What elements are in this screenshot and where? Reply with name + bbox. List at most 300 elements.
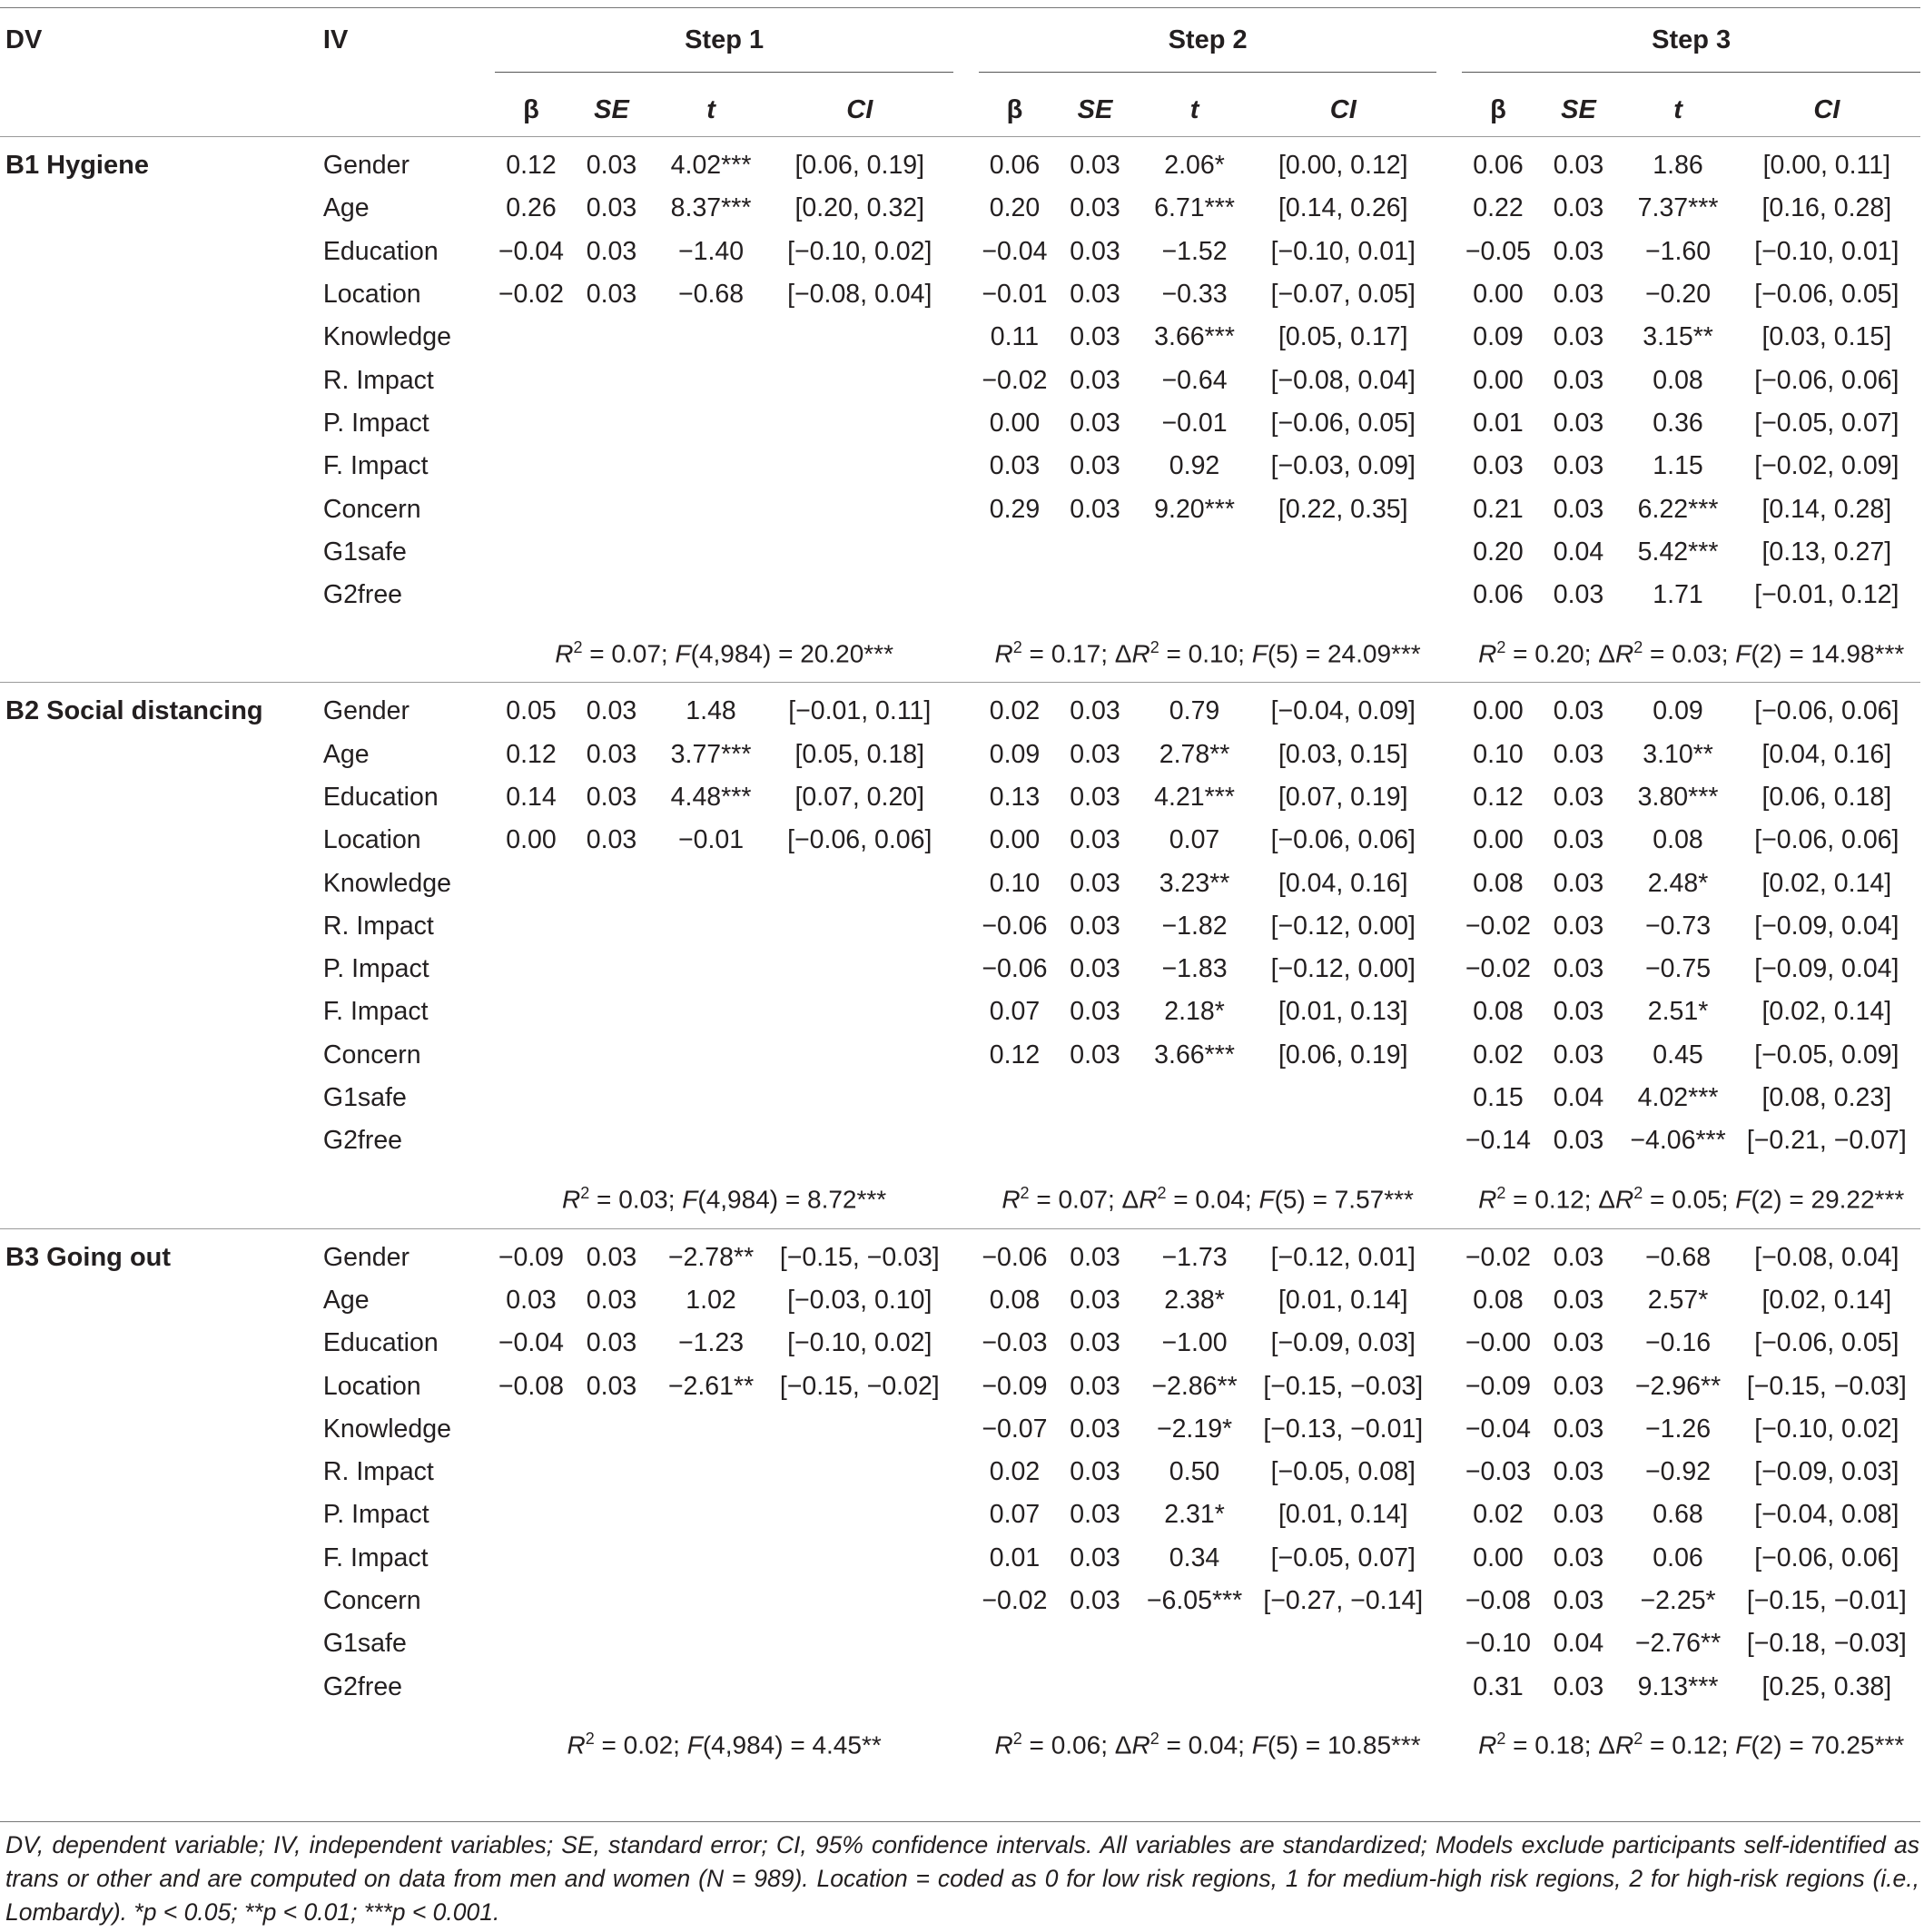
step2-se-cell: 0.03 (1070, 911, 1120, 941)
step1-t-cell: −2.61** (667, 1371, 755, 1401)
table-row (0, 1537, 1920, 1580)
iv-label: P. Impact (322, 1500, 429, 1530)
step2-ci-cell: [0.05, 0.17] (1278, 322, 1408, 352)
step2-se-cell (1051, 531, 1140, 574)
step2-se-cell: 0.03 (1070, 1500, 1120, 1530)
header-ci: CI (1813, 94, 1840, 124)
step2-se-cell: 0.03 (1070, 1543, 1120, 1572)
step1-ci-cell (766, 1451, 953, 1493)
regression-table (0, 7, 1920, 1774)
step2-beta-cell: 0.01 (989, 1543, 1041, 1572)
step1-se-cell (567, 1119, 656, 1162)
step2-beta-cell (979, 1666, 1051, 1709)
step3-ci-cell: [−0.06, 0.06] (1754, 1543, 1899, 1572)
step1-ci-cell (766, 1077, 953, 1119)
step1-ci-cell (766, 359, 953, 401)
step1-se-cell (567, 1537, 656, 1580)
table-row (0, 948, 1920, 991)
step2-se-cell: 0.03 (1070, 825, 1120, 855)
step3-t-cell: 0.08 (1653, 365, 1703, 395)
step2-se-cell: 0.03 (1070, 236, 1120, 266)
table-footnote: DV, dependent variable; IV, independent variables; SE, standard error; CI, 95% confidence intervals. All variables are standardized; Models exclude participants self-identified as trans or other and are computed on data from men and women (N = 989). Location = coded as 0 for low risk regions, 1 for medium-high risk regions, 2 for high-risk regions (i.e., Lombardy). *p < 0.05; **p < 0.01; ***p < 0.001. (5, 1831, 1919, 1926)
step1-ci-cell: [−0.15, −0.02] (779, 1371, 940, 1401)
step2-beta-cell: 0.07 (989, 1500, 1041, 1530)
iv-label: R. Impact (322, 911, 434, 941)
step1-se-cell (567, 531, 656, 574)
step2-beta-cell: 0.12 (989, 1040, 1041, 1070)
step2-beta-cell: −0.06 (982, 954, 1048, 984)
iv-label: Knowledge (322, 868, 451, 898)
step2-ci-cell (1249, 1119, 1436, 1162)
step1-ci-cell (766, 1119, 953, 1162)
step1-ci-cell (766, 948, 953, 991)
step2-t-cell: −1.52 (1161, 236, 1228, 266)
step3-se-cell: 0.03 (1553, 696, 1604, 726)
step2-t-cell: −0.01 (1161, 408, 1228, 438)
step3-t-cell: 0.45 (1653, 1040, 1703, 1070)
step3-se-cell: 0.03 (1553, 193, 1604, 223)
step1-t-cell: −1.40 (677, 236, 745, 266)
step1-ci-cell (766, 1622, 953, 1665)
step1-se-cell: 0.03 (586, 696, 637, 726)
step3-se-cell: 0.03 (1553, 1500, 1604, 1530)
step1-t-cell: −0.68 (677, 280, 745, 310)
step2-beta-cell: 0.02 (989, 696, 1041, 726)
step3-ci-cell: [−0.10, 0.02] (1754, 1414, 1899, 1444)
step3-t-cell: −0.73 (1644, 911, 1712, 941)
step2-se-cell: 0.03 (1070, 280, 1120, 310)
step3-ci-cell: [0.16, 0.28] (1761, 193, 1892, 223)
step2-ci-cell: [−0.08, 0.04] (1270, 365, 1416, 395)
step2-ci-cell: [−0.15, −0.03] (1263, 1371, 1424, 1401)
step2-se-cell: 0.03 (1070, 1371, 1120, 1401)
step1-beta-cell: −0.04 (498, 236, 565, 266)
step1-t-cell (656, 445, 765, 488)
step1-beta-cell: 0.05 (506, 696, 557, 726)
step1-ci-cell (766, 862, 953, 904)
step1-se-cell (567, 1077, 656, 1119)
step2-beta-cell (979, 1077, 1051, 1119)
table-row (0, 445, 1920, 488)
step1-t-cell: 8.37*** (670, 193, 752, 223)
step1-beta-cell (495, 948, 567, 991)
step3-ci-cell: [0.04, 0.16] (1761, 739, 1892, 769)
step3-ci-cell: [0.06, 0.18] (1761, 783, 1892, 812)
step3-beta-cell: 0.06 (1473, 151, 1524, 181)
step3-t-cell: −0.92 (1644, 1457, 1712, 1487)
step3-ci-cell: [−0.06, 0.06] (1754, 365, 1899, 395)
step3-se-cell: 0.03 (1553, 825, 1604, 855)
step3-se-cell: 0.03 (1553, 494, 1604, 524)
step2-ci-cell: [0.01, 0.13] (1278, 997, 1408, 1027)
step1-t-cell: −0.01 (677, 825, 745, 855)
step2-beta-cell: −0.02 (982, 1586, 1048, 1616)
iv-label: Education (322, 236, 439, 266)
header-beta: β (523, 94, 539, 124)
step3-t-cell: −0.75 (1644, 954, 1712, 984)
step3-t-cell: 7.37*** (1637, 193, 1719, 223)
dv-label: B3 Going out (5, 1242, 172, 1272)
step3-t-cell: 3.10** (1643, 739, 1713, 769)
step2-ci-cell (1249, 1666, 1436, 1709)
step1-beta-cell (495, 1622, 567, 1665)
step1-t-cell (656, 1537, 765, 1580)
step3-beta-cell: −0.08 (1465, 1586, 1532, 1616)
step3-beta-cell: 0.03 (1473, 451, 1524, 481)
step2-se-cell: 0.03 (1070, 696, 1120, 726)
step1-t-cell (656, 862, 765, 904)
step1-ci-cell: [−0.15, −0.03] (779, 1242, 940, 1272)
table-row (0, 991, 1920, 1033)
step2-se-cell: 0.03 (1070, 365, 1120, 395)
step3-beta-cell: 0.12 (1473, 783, 1524, 812)
step2-beta-cell: 0.00 (989, 825, 1041, 855)
step1-beta-cell (495, 1119, 567, 1162)
step1-ci-cell: [−0.01, 0.11] (788, 696, 932, 726)
step3-ci-cell: [0.02, 0.14] (1761, 1285, 1892, 1315)
step3-beta-cell: −0.00 (1465, 1328, 1532, 1358)
step2-t-cell: 0.79 (1169, 696, 1220, 726)
step3-ci-cell: [−0.02, 0.09] (1754, 451, 1899, 481)
step1-se-cell: 0.03 (586, 280, 637, 310)
step3-t-cell: 3.15** (1643, 322, 1713, 352)
step1-t-cell (656, 488, 765, 530)
iv-label: Gender (322, 696, 409, 726)
iv-label: Concern (322, 1040, 421, 1070)
step3-beta-cell: −0.09 (1465, 1371, 1532, 1401)
step1-beta-cell (495, 316, 567, 359)
table-row (0, 776, 1920, 819)
step2-ci-cell (1249, 1077, 1436, 1119)
step2-t-cell: 0.50 (1169, 1457, 1220, 1487)
header-ci: CI (1329, 94, 1357, 124)
step1-beta-cell: 0.12 (506, 151, 557, 181)
step1-beta-cell (495, 1034, 567, 1077)
step3-se-cell: 0.03 (1553, 739, 1604, 769)
step2-beta-cell (979, 574, 1051, 616)
step1-beta-cell: −0.02 (498, 280, 565, 310)
step2-ci-cell: [−0.06, 0.06] (1270, 825, 1416, 855)
step3-beta-cell: 0.31 (1473, 1671, 1524, 1701)
step3-se-cell: 0.03 (1553, 1586, 1604, 1616)
step3-ci-cell: [−0.08, 0.04] (1754, 1242, 1899, 1272)
step2-ci-cell: [0.00, 0.12] (1278, 151, 1408, 181)
step2-se-cell: 0.03 (1070, 1040, 1120, 1070)
step2-beta-cell: 0.11 (990, 322, 1040, 352)
step2-t-cell: 0.07 (1169, 825, 1220, 855)
iv-label: Location (322, 825, 421, 855)
step3-beta-cell: −0.10 (1465, 1629, 1532, 1659)
step2-t-cell: 4.21*** (1154, 783, 1235, 812)
step2-t-cell: 3.66*** (1154, 322, 1235, 352)
step3-beta-cell: 0.22 (1473, 193, 1524, 223)
table-row (0, 1666, 1920, 1709)
step3-beta-cell: −0.14 (1465, 1126, 1532, 1156)
step2-beta-cell: 0.07 (989, 997, 1041, 1027)
step3-beta-cell: −0.05 (1465, 236, 1532, 266)
step1-se-cell (567, 948, 656, 991)
table-row (0, 905, 1920, 948)
model-fit-row (0, 624, 1920, 683)
step3-ci-cell: [0.00, 0.11] (1762, 151, 1891, 181)
step2-se-cell: 0.03 (1070, 322, 1120, 352)
step1-t-cell (656, 948, 765, 991)
step2-se-cell: 0.03 (1070, 1328, 1120, 1358)
step2-t-cell: −0.33 (1161, 280, 1228, 310)
step2-t-cell (1140, 574, 1249, 616)
step2-se-cell: 0.03 (1070, 408, 1120, 438)
step1-ci-cell: [−0.10, 0.02] (787, 1328, 932, 1358)
step1-beta-cell (495, 1408, 567, 1451)
table-row (0, 1119, 1920, 1162)
step2-ci-cell: [0.01, 0.14] (1278, 1285, 1408, 1315)
header-row-steps (0, 8, 1920, 73)
step1-t-cell: 3.77*** (670, 739, 752, 769)
iv-label: F. Impact (322, 451, 429, 481)
header-step-1: Step 1 (685, 25, 765, 54)
step3-model-fit: $R^2 = 0.12$; $\Delta R^2 = 0.05$; F(2) = 29.22*** (1478, 1183, 1905, 1214)
step1-se-cell: 0.03 (586, 1285, 637, 1315)
step1-se-cell (567, 1408, 656, 1451)
step1-t-cell (656, 531, 765, 574)
step3-beta-cell: 0.10 (1473, 739, 1524, 769)
step2-beta-cell: 0.00 (989, 408, 1041, 438)
step2-se-cell (1051, 1666, 1140, 1709)
iv-label: G1safe (322, 1629, 407, 1659)
step3-beta-cell: 0.00 (1473, 1543, 1524, 1572)
step2-beta-cell: 0.20 (989, 193, 1041, 223)
step1-beta-cell (495, 1077, 567, 1119)
step1-t-cell (656, 1119, 765, 1162)
step2-se-cell: 0.03 (1070, 151, 1120, 181)
step1-ci-cell (766, 1580, 953, 1622)
table-row (0, 690, 1920, 733)
step1-t-cell (656, 1580, 765, 1622)
iv-label: Age (322, 1285, 370, 1315)
table-row (0, 144, 1920, 187)
step1-ci-cell (766, 316, 953, 359)
step2-beta-cell: 0.08 (989, 1285, 1041, 1315)
step2-ci-cell: [0.03, 0.15] (1278, 739, 1408, 769)
step3-ci-cell: [−0.01, 0.12] (1754, 580, 1899, 610)
step3-beta-cell: 0.02 (1473, 1500, 1524, 1530)
table-row (0, 819, 1920, 862)
step1-beta-cell (495, 991, 567, 1033)
step2-se-cell (1051, 1622, 1140, 1665)
iv-label: R. Impact (322, 365, 434, 395)
step1-beta-cell: −0.08 (498, 1371, 565, 1401)
step2-ci-cell: [−0.12, 0.00] (1270, 911, 1416, 941)
step1-t-cell (656, 1622, 765, 1665)
step1-ci-cell (766, 905, 953, 948)
step1-beta-cell: 0.26 (506, 193, 557, 223)
step3-ci-cell: [−0.15, −0.01] (1746, 1586, 1907, 1616)
iv-label: G2free (322, 1126, 403, 1156)
step2-se-cell: 0.03 (1070, 193, 1120, 223)
step3-se-cell: 0.03 (1553, 580, 1604, 610)
step1-se-cell (567, 1666, 656, 1709)
step3-ci-cell: [−0.21, −0.07] (1746, 1126, 1907, 1156)
step1-beta-cell (495, 574, 567, 616)
step3-model-fit: $R^2 = 0.20$; $\Delta R^2 = 0.03$; F(2) = 14.98*** (1478, 637, 1905, 667)
step1-se-cell: 0.03 (586, 1371, 637, 1401)
step2-t-cell (1140, 1666, 1249, 1709)
step3-beta-cell: 0.00 (1473, 280, 1524, 310)
step2-se-cell: 0.03 (1070, 1457, 1120, 1487)
step3-t-cell: 3.80*** (1637, 783, 1719, 812)
step3-t-cell: 6.22*** (1637, 494, 1719, 524)
step3-beta-cell: −0.02 (1465, 911, 1532, 941)
iv-label: Age (322, 193, 370, 223)
step2-t-cell: −1.73 (1161, 1242, 1228, 1272)
step2-ci-cell: [−0.13, −0.01] (1263, 1414, 1424, 1444)
step3-t-cell: 0.08 (1653, 825, 1703, 855)
step3-se-cell: 0.04 (1553, 537, 1604, 567)
dv-label: B2 Social distancing (5, 696, 263, 726)
step2-t-cell: 2.06* (1164, 151, 1225, 181)
step1-t-cell: 1.48 (686, 696, 736, 726)
step2-se-cell: 0.03 (1070, 1414, 1120, 1444)
step3-ci-cell: [−0.05, 0.07] (1754, 408, 1899, 438)
step1-t-cell (656, 574, 765, 616)
step3-ci-cell: [−0.06, 0.06] (1754, 825, 1899, 855)
step1-beta-cell: 0.00 (506, 825, 557, 855)
table-row (0, 1279, 1920, 1322)
step3-se-cell: 0.03 (1553, 1414, 1604, 1444)
step3-se-cell: 0.03 (1553, 408, 1604, 438)
step3-se-cell: 0.03 (1553, 451, 1604, 481)
step2-beta-cell: −0.09 (982, 1371, 1048, 1401)
step1-se-cell (567, 402, 656, 445)
step2-beta-cell: 0.03 (989, 451, 1041, 481)
step2-se-cell (1051, 574, 1140, 616)
step1-ci-cell (766, 574, 953, 616)
table-row (0, 1034, 1920, 1077)
step2-beta-cell: −0.04 (982, 236, 1048, 266)
step3-se-cell: 0.03 (1553, 322, 1604, 352)
model-fit-row (0, 1170, 1920, 1229)
table-row (0, 1077, 1920, 1119)
step2-se-cell: 0.03 (1070, 783, 1120, 812)
iv-label: G2free (322, 1671, 403, 1701)
step2-t-cell: 2.78** (1159, 739, 1230, 769)
step2-ci-cell: [−0.06, 0.05] (1270, 408, 1416, 438)
step1-beta-cell (495, 359, 567, 401)
step1-se-cell (567, 905, 656, 948)
step1-t-cell (656, 991, 765, 1033)
step2-t-cell: 9.20*** (1154, 494, 1235, 524)
step3-t-cell: −0.16 (1644, 1328, 1712, 1358)
iv-label: Location (322, 280, 421, 310)
step2-t-cell: −1.00 (1161, 1328, 1228, 1358)
table-row (0, 231, 1920, 273)
step2-beta-cell: 0.13 (989, 783, 1041, 812)
step1-t-cell (656, 359, 765, 401)
step2-se-cell: 0.03 (1070, 868, 1120, 898)
dv-label: B1 Hygiene (5, 151, 149, 181)
step3-t-cell: −1.26 (1644, 1414, 1712, 1444)
step1-ci-cell: [0.20, 0.32] (794, 193, 925, 223)
step3-t-cell: −2.96** (1634, 1371, 1722, 1401)
step1-beta-cell (495, 862, 567, 904)
step3-beta-cell: 0.09 (1473, 322, 1524, 352)
step3-se-cell: 0.03 (1553, 1242, 1604, 1272)
step1-ci-cell (766, 991, 953, 1033)
table-row (0, 488, 1920, 530)
step3-t-cell: 0.68 (1653, 1500, 1703, 1530)
step1-t-cell: 4.48*** (670, 783, 752, 812)
step1-ci-cell (766, 445, 953, 488)
step1-beta-cell (495, 905, 567, 948)
step3-beta-cell: 0.02 (1473, 1040, 1524, 1070)
step1-model-fit: $R^2 = 0.07$; F(4,984) = 20.20*** (555, 637, 893, 667)
step2-ci-cell: [−0.09, 0.03] (1270, 1328, 1416, 1358)
step3-beta-cell: 0.01 (1473, 408, 1524, 438)
step3-ci-cell: [0.02, 0.14] (1761, 997, 1892, 1027)
step1-beta-cell: −0.09 (498, 1242, 565, 1272)
bottom-rule (0, 1821, 1920, 1822)
step1-t-cell (656, 1077, 765, 1119)
table-row (0, 1365, 1920, 1407)
step2-t-cell (1140, 531, 1249, 574)
step1-beta-cell (495, 1666, 567, 1709)
step2-t-cell: 2.31* (1164, 1500, 1225, 1530)
table-row (0, 273, 1920, 316)
step1-se-cell (567, 1580, 656, 1622)
step1-se-cell (567, 991, 656, 1033)
step1-beta-cell (495, 488, 567, 530)
step1-ci-cell (766, 531, 953, 574)
table-row (0, 862, 1920, 904)
step3-beta-cell: 0.00 (1473, 696, 1524, 726)
step1-ci-cell (766, 488, 953, 530)
step3-se-cell: 0.03 (1553, 1126, 1604, 1156)
step2-se-cell: 0.03 (1070, 954, 1120, 984)
step2-t-cell: −6.05*** (1146, 1586, 1243, 1616)
step3-t-cell: −0.20 (1644, 280, 1712, 310)
step3-se-cell: 0.04 (1553, 1629, 1604, 1659)
step1-ci-cell: [−0.10, 0.02] (787, 236, 932, 266)
step3-t-cell: 1.15 (1653, 451, 1703, 481)
step3-beta-cell: −0.02 (1465, 1242, 1532, 1272)
iv-label: R. Impact (322, 1457, 434, 1487)
table-row (0, 187, 1920, 230)
step3-t-cell: 0.36 (1653, 408, 1703, 438)
step1-ci-cell (766, 1666, 953, 1709)
step3-beta-cell: 0.21 (1473, 494, 1524, 524)
step2-beta-cell: −0.06 (982, 1242, 1048, 1272)
step2-ci-cell: [−0.05, 0.07] (1270, 1543, 1416, 1572)
step1-beta-cell: 0.03 (506, 1285, 557, 1315)
step3-t-cell: 0.09 (1653, 696, 1703, 726)
header-iv: IV (322, 25, 349, 54)
step2-t-cell (1140, 1622, 1249, 1665)
step2-model-fit: $R^2 = 0.06$; $\Delta R^2 = 0.04$; F(5) = 10.85*** (994, 1730, 1421, 1760)
step3-ci-cell: [−0.09, 0.03] (1754, 1457, 1899, 1487)
step1-se-cell (567, 862, 656, 904)
step2-ci-cell (1249, 574, 1436, 616)
step3-t-cell: −4.06*** (1630, 1126, 1726, 1156)
step3-ci-cell: [−0.15, −0.03] (1746, 1371, 1907, 1401)
table-row (0, 359, 1920, 401)
step3-ci-cell: [−0.18, −0.03] (1746, 1629, 1907, 1659)
step2-beta-cell: −0.02 (982, 365, 1048, 395)
model-fit-row (0, 1716, 1920, 1774)
step3-t-cell: 0.06 (1653, 1543, 1703, 1572)
iv-label: Knowledge (322, 1414, 451, 1444)
step3-t-cell: 2.51* (1647, 997, 1709, 1027)
table-row (0, 531, 1920, 574)
